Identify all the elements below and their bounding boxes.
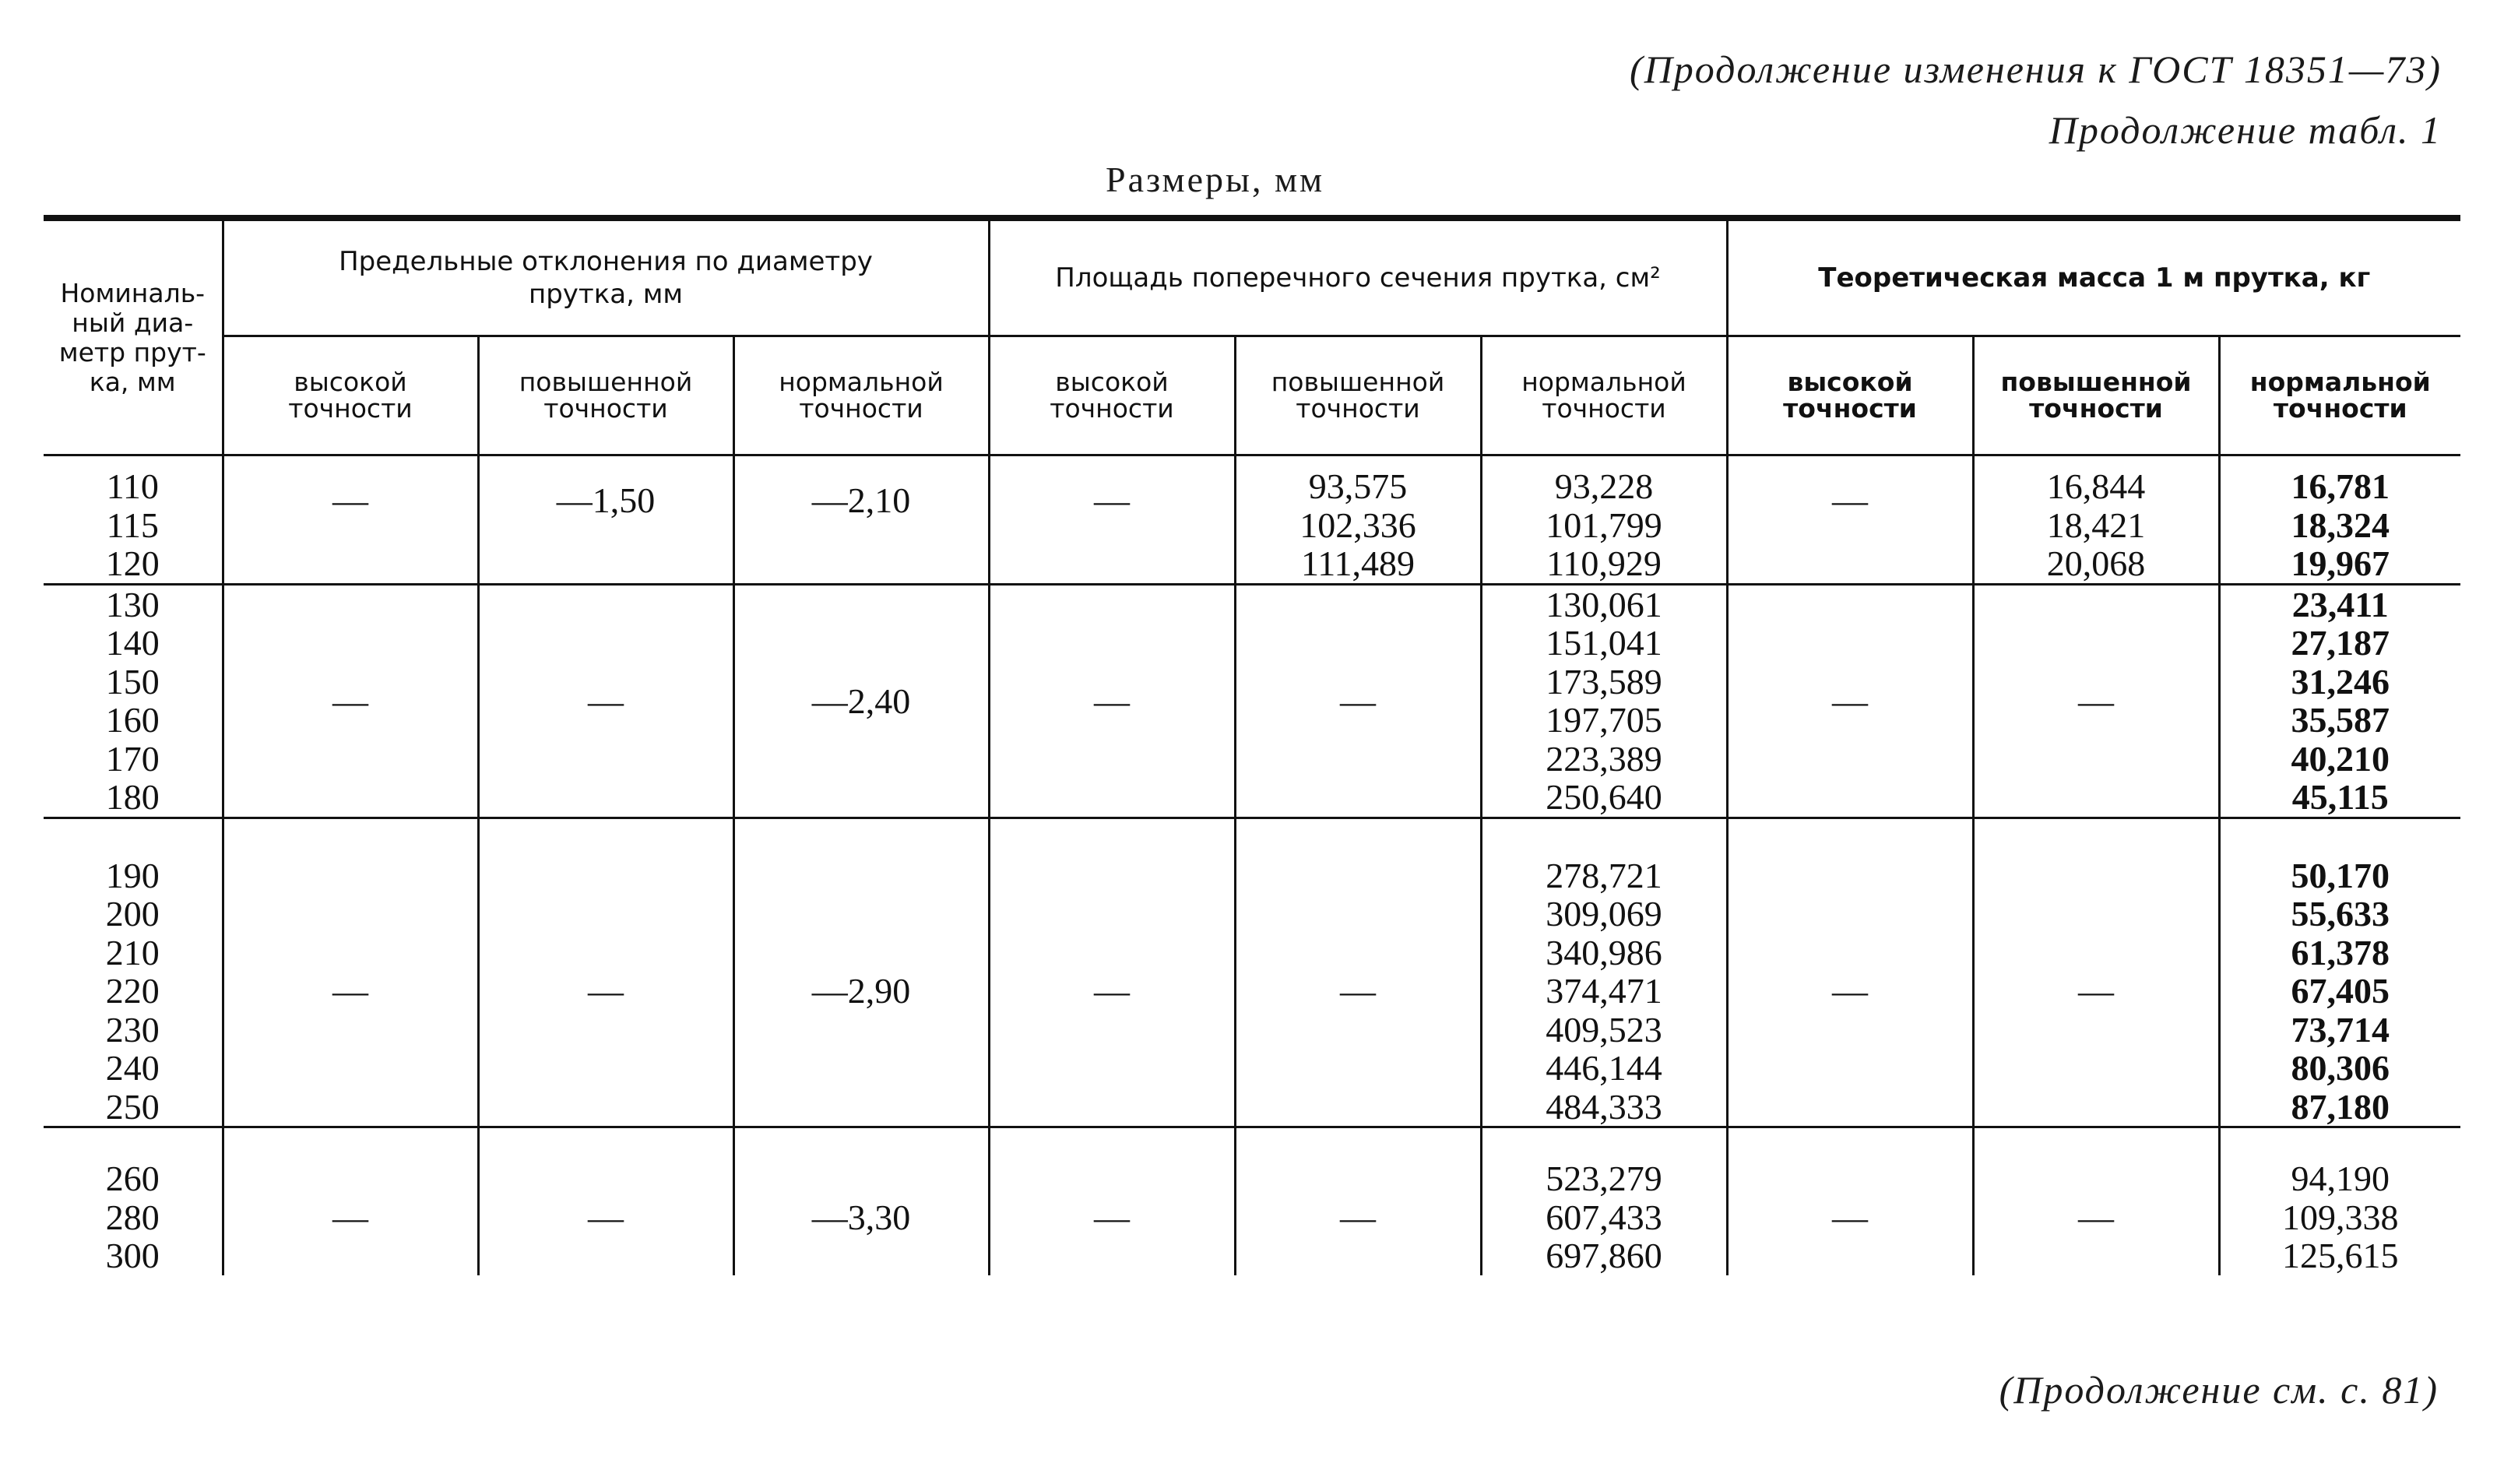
area-normal-value: 523,279 <box>1546 1159 1662 1198</box>
dash-value: — <box>1832 480 1869 520</box>
tolerance-normal-cell <box>733 467 989 584</box>
area-group-title: Площадь поперечного сечения прутка, см² <box>1055 262 1661 294</box>
tolerance-normal-cell <box>733 818 989 1127</box>
diameter-value: 150 <box>105 661 160 702</box>
area-normal-value: 93,228 <box>1554 466 1654 506</box>
mass-high-cell <box>1727 818 1973 1127</box>
tolerance-raised-header <box>478 336 733 455</box>
area-group-header <box>989 218 1727 336</box>
mass-normal-value: 16,781 <box>2291 466 2390 506</box>
mass-normal-value: 35,587 <box>2291 700 2390 740</box>
dash-value: — <box>588 971 624 1011</box>
diameter-value: 140 <box>105 623 160 663</box>
dash-value: — <box>1832 680 1869 721</box>
tolerance-high-header <box>223 336 478 455</box>
mass-high-header-line: точности <box>1783 393 1917 424</box>
tolerance-high-cell <box>223 818 478 1127</box>
area-normal-value: 484,333 <box>1546 1086 1662 1127</box>
mass-normal-value: 67,405 <box>2291 971 2390 1011</box>
area-normal-cell <box>1481 584 1727 818</box>
dash-value: — <box>1340 1197 1376 1237</box>
diameter-value: 170 <box>105 738 160 779</box>
mass-raised-value: 20,068 <box>2046 543 2146 583</box>
dash-value: — <box>2078 680 2115 721</box>
area-normal-value: 607,433 <box>1546 1197 1662 1237</box>
area-normal-value: 697,860 <box>1546 1236 1662 1275</box>
area-normal-value: 130,061 <box>1546 584 1662 624</box>
mass-normal-header-line: точности <box>2273 393 2407 424</box>
area-normal-value: 409,523 <box>1546 1009 1662 1050</box>
tolerance-normal-value: —2,90 <box>811 971 911 1011</box>
area-normal-header-line: нормальной <box>1521 367 1686 397</box>
mass-normal-cell <box>2219 1127 2460 1275</box>
table-caption: Размеры, мм <box>1106 160 1325 199</box>
area-high-header-line: точности <box>1050 393 1174 424</box>
diameter-cell <box>44 818 223 1127</box>
dimensions-table <box>44 215 2460 1275</box>
mass-normal-value: 125,615 <box>2282 1236 2399 1275</box>
area-raised-cell <box>1235 584 1481 818</box>
mass-normal-value: 87,180 <box>2291 1086 2390 1127</box>
table-row <box>44 1127 2460 1275</box>
area-raised-cell <box>1235 467 1481 584</box>
mass-normal-value: 61,378 <box>2291 932 2390 972</box>
mass-group-title: Теоретическая масса 1 м прутка, кг <box>1818 262 2371 294</box>
nominal-diameter-header-line: метр прут- <box>58 336 206 367</box>
dash-value: — <box>2078 971 2115 1011</box>
area-normal-header <box>1481 336 1727 455</box>
mass-raised-cell <box>1973 584 2219 818</box>
dash-value: — <box>1340 680 1376 721</box>
tolerance-raised-header-line: точности <box>543 393 668 424</box>
dash-value: — <box>332 680 368 721</box>
area-high-cell <box>989 584 1235 818</box>
mass-normal-value: 94,190 <box>2291 1159 2390 1198</box>
dash-value: — <box>1094 971 1130 1011</box>
mass-normal-cell <box>2219 584 2460 818</box>
tolerance-group-title: прутка, мм <box>528 279 684 310</box>
area-raised-cell <box>1235 1127 1481 1275</box>
area-normal-value: 340,986 <box>1546 932 1662 972</box>
diameter-value: 180 <box>105 777 160 817</box>
table-row <box>44 818 2460 1127</box>
area-normal-cell <box>1481 818 1727 1127</box>
mass-normal-value: 18,324 <box>2291 505 2390 545</box>
tolerance-high-header-line: высокой <box>294 367 407 397</box>
mass-high-header-line: высокой <box>1787 367 1913 397</box>
mass-normal-value: 27,187 <box>2291 623 2390 663</box>
area-raised-value: 102,336 <box>1299 505 1416 545</box>
area-normal-value: 250,640 <box>1546 777 1662 817</box>
tolerance-normal-cell <box>733 1127 989 1275</box>
mass-raised-cell <box>1973 1127 2219 1275</box>
table-row <box>44 584 2460 818</box>
tolerance-normal-header <box>733 336 989 455</box>
diameter-value: 120 <box>105 543 160 583</box>
mass-normal-value: 80,306 <box>2291 1048 2390 1088</box>
tolerance-raised-cell <box>478 584 733 818</box>
dash-value: — <box>1094 680 1130 721</box>
diameter-value: 300 <box>105 1236 160 1275</box>
tolerance-high-header-line: точности <box>288 393 413 424</box>
area-normal-value: 309,069 <box>1546 894 1662 934</box>
dash-value: — <box>2078 1197 2115 1237</box>
mass-normal-header-line: нормальной <box>2249 367 2431 397</box>
mass-normal-value: 19,967 <box>2291 543 2390 583</box>
diameter-value: 280 <box>105 1197 160 1237</box>
dash-value: — <box>1832 971 1869 1011</box>
area-normal-value: 197,705 <box>1546 700 1662 740</box>
dash-value: — <box>1094 480 1130 520</box>
mass-raised-cell <box>1973 467 2219 584</box>
dash-value: — <box>588 680 624 721</box>
diameter-value: 200 <box>105 894 160 934</box>
area-normal-value: 374,471 <box>1546 971 1662 1011</box>
mass-normal-cell <box>2219 467 2460 584</box>
area-normal-value: 278,721 <box>1546 855 1662 895</box>
tolerance-group-header <box>223 218 989 336</box>
mass-high-cell <box>1727 584 1973 818</box>
area-normal-value: 223,389 <box>1546 738 1662 779</box>
area-normal-value: 110,929 <box>1546 543 1662 583</box>
tolerance-normal-value: —2,40 <box>811 680 911 721</box>
mass-high-header <box>1727 336 1973 455</box>
area-high-cell <box>989 467 1235 584</box>
mass-normal-value: 50,170 <box>2291 855 2390 895</box>
diameter-value: 260 <box>105 1159 160 1198</box>
continuation-footer: (Продолжение см. с. 81) <box>1999 1368 2439 1412</box>
diameter-value: 130 <box>105 584 160 624</box>
area-high-header <box>989 336 1235 455</box>
diameter-value: 190 <box>105 855 160 895</box>
table-continuation-label: Продолжение табл. 1 <box>2049 108 2442 152</box>
area-normal-cell <box>1481 467 1727 584</box>
nominal-diameter-header-line: ный диа- <box>72 307 194 338</box>
area-high-cell <box>989 818 1235 1127</box>
mass-normal-header <box>2219 336 2460 455</box>
tolerance-normal-value: —2,10 <box>811 480 911 520</box>
mass-raised-value: 18,421 <box>2046 505 2146 545</box>
mass-normal-value: 40,210 <box>2291 738 2390 779</box>
diameter-value: 250 <box>105 1086 160 1127</box>
diameter-cell <box>44 584 223 818</box>
diameter-value: 160 <box>105 700 160 740</box>
document-header-continuation: (Продолжение изменения к ГОСТ 18351—73) <box>1630 47 2442 91</box>
area-raised-header-line: точности <box>1296 393 1420 424</box>
tolerance-normal-cell <box>733 584 989 818</box>
tolerance-high-cell <box>223 1127 478 1275</box>
dash-value: — <box>1340 971 1376 1011</box>
tolerance-high-cell <box>223 584 478 818</box>
area-normal-value: 101,799 <box>1546 505 1662 545</box>
mass-normal-value: 73,714 <box>2291 1009 2390 1050</box>
area-raised-value: 93,575 <box>1308 466 1408 506</box>
tolerance-group-title: Предельные отклонения по диаметру <box>339 246 873 277</box>
table-row <box>44 467 2460 584</box>
diameter-cell <box>44 467 223 584</box>
mass-raised-header-line: повышенной <box>2000 367 2192 397</box>
area-raised-cell <box>1235 818 1481 1127</box>
tolerance-normal-header-line: нормальной <box>779 367 944 397</box>
diameter-value: 110 <box>106 466 159 506</box>
tolerance-raised-cell <box>478 1127 733 1275</box>
area-normal-value: 173,589 <box>1546 661 1662 702</box>
mass-raised-header-line: точности <box>2029 393 2163 424</box>
diameter-value: 230 <box>105 1009 160 1050</box>
nominal-diameter-header-line: Номиналь- <box>60 277 206 308</box>
tolerance-raised-cell <box>478 467 733 584</box>
diameter-cell <box>44 1127 223 1275</box>
nominal-diameter-header-line: ка, мм <box>89 366 176 397</box>
tolerance-normal-header-line: точности <box>799 393 923 424</box>
mass-normal-value: 109,338 <box>2282 1197 2399 1237</box>
area-raised-header <box>1235 336 1481 455</box>
mass-normal-value: 31,246 <box>2291 661 2390 702</box>
mass-group-header <box>1727 218 2460 336</box>
area-normal-value: 446,144 <box>1546 1048 1662 1088</box>
tolerance-raised-value: —1,50 <box>556 480 656 520</box>
mass-high-cell <box>1727 1127 1973 1275</box>
dash-value: — <box>1094 1197 1130 1237</box>
diameter-value: 240 <box>105 1048 160 1088</box>
diameter-value: 220 <box>105 971 160 1011</box>
mass-normal-value: 55,633 <box>2291 894 2390 934</box>
dash-value: — <box>588 1197 624 1237</box>
area-normal-value: 151,041 <box>1546 623 1662 663</box>
mass-normal-cell <box>2219 818 2460 1127</box>
dash-value: — <box>332 971 368 1011</box>
diameter-value: 115 <box>106 505 159 545</box>
dash-value: — <box>332 480 368 520</box>
tolerance-raised-header-line: повышенной <box>519 367 693 397</box>
tolerance-normal-value: —3,30 <box>811 1197 911 1237</box>
nominal-diameter-header <box>44 218 223 455</box>
area-high-header-line: высокой <box>1055 367 1169 397</box>
mass-normal-value: 23,411 <box>2291 584 2389 624</box>
diameter-value: 210 <box>105 932 160 972</box>
area-raised-header-line: повышенной <box>1271 367 1445 397</box>
dash-value: — <box>1832 1197 1869 1237</box>
area-raised-value: 111,489 <box>1300 543 1416 583</box>
area-normal-header-line: точности <box>1542 393 1666 424</box>
dash-value: — <box>332 1197 368 1237</box>
tolerance-high-cell <box>223 467 478 584</box>
mass-raised-value: 16,844 <box>2046 466 2146 506</box>
mass-raised-cell <box>1973 818 2219 1127</box>
mass-raised-header <box>1973 336 2219 455</box>
mass-high-cell <box>1727 467 1973 584</box>
area-high-cell <box>989 1127 1235 1275</box>
area-normal-cell <box>1481 1127 1727 1275</box>
tolerance-raised-cell <box>478 818 733 1127</box>
mass-normal-value: 45,115 <box>2291 777 2389 817</box>
